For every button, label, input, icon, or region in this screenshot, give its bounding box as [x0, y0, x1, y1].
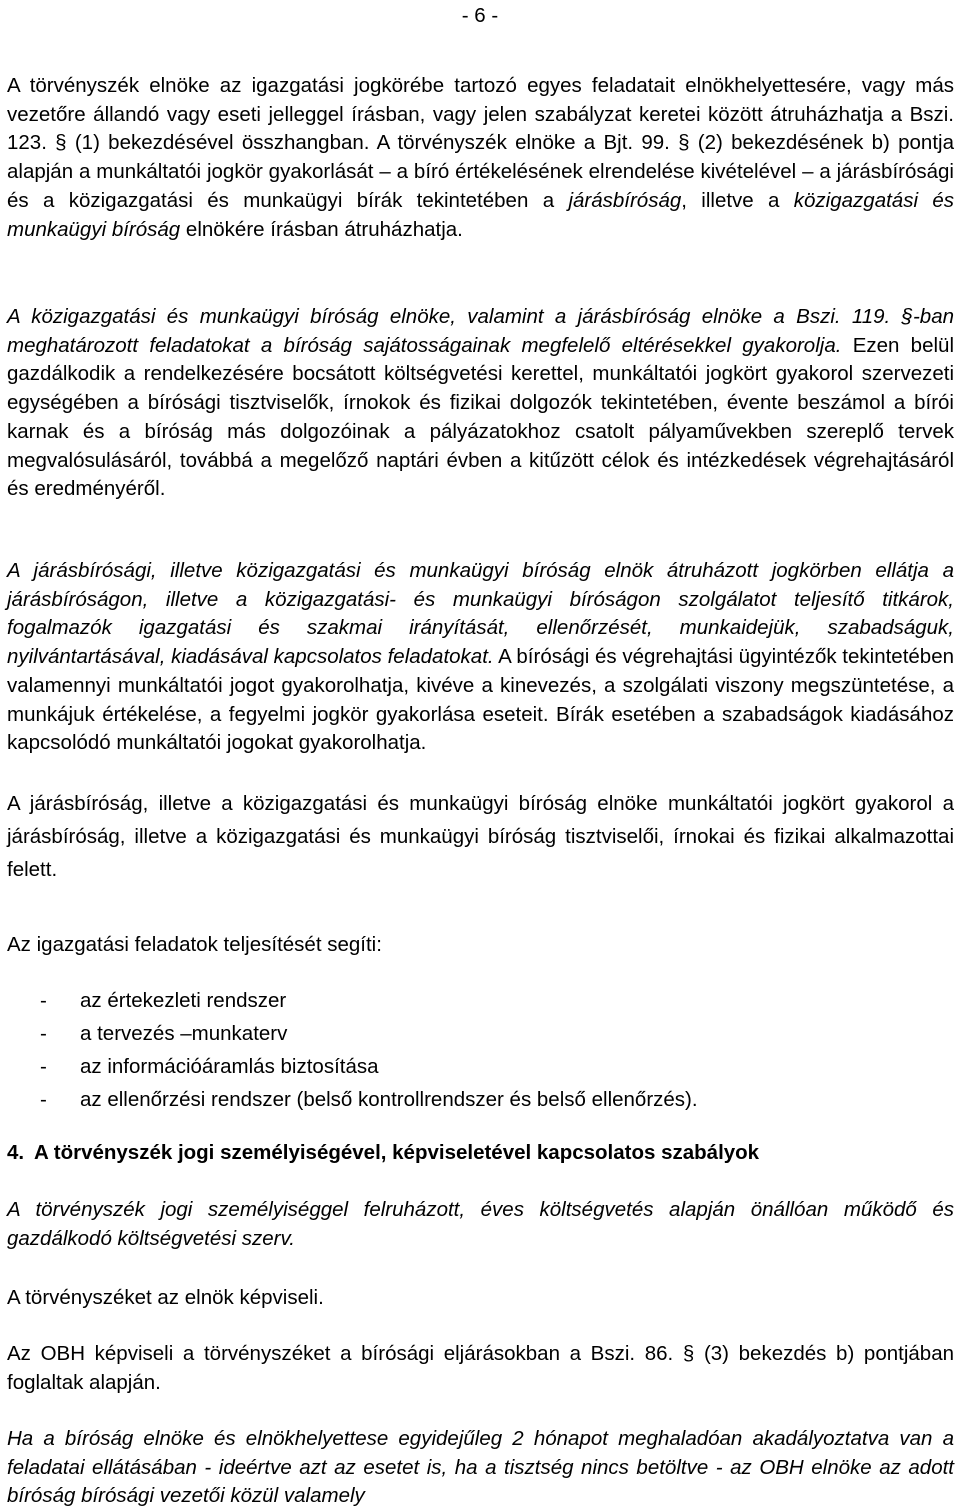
list-item	[40, 1086, 698, 1115]
paragraph-5-text: Az igazgatási feladatok teljesítését segíti:	[7, 933, 382, 956]
section-title: A törvényszék jogi személyiségével, képviseletével kapcsolatos szabályok	[34, 1141, 760, 1164]
list-item-text: az információáramlás biztosítása	[80, 1055, 379, 1078]
paragraph-1-italic-2: közigazgatási és munkaügyi bíróság	[7, 188, 954, 241]
paragraph-1-text-3: elnökére írásban átruházhatja.	[180, 217, 463, 241]
list-dash: -	[40, 1055, 47, 1078]
paragraph-3-text: A bírósági és végrehajtási ügyintézők tekintetében valamennyi munkáltatói jogot gyakorolhatja, kivéve a kinevezés, a szolgálati viszony megszüntetése, a munkájuk értékelése, a fegyelmi jogkör gyakorlása eseteit. Bírák esetében a szabadságok kiadásához kapcsolódó munkáltatói jogokat gyakorolhatja.	[7, 645, 955, 755]
paragraph-1-italic-1: járásbíróság	[568, 188, 682, 212]
list-dash: -	[40, 1022, 47, 1045]
paragraph-4	[7, 787, 954, 886]
paragraph-3-italic: A járásbírósági, illetve közigazgatási és munkaügyi bíróság elnök átruházott jogkörben ellátja a járásbíróságon, illetve a közigazgatási- és munkaügyi bíróságon szolgálatot teljesítő titkárok, fogalmazók igazgatási és szakmai irányítását, ellenőrzését, munkaidejük, szabadságuk, nyilvántartásával, kiadásával kapcsolatos feladatokat.	[7, 559, 954, 669]
section-number: 4.	[7, 1141, 25, 1164]
paragraph-3	[7, 557, 954, 758]
paragraph-9	[7, 1425, 954, 1511]
list-item-text: a tervezés –munkaterv	[80, 1022, 288, 1045]
list-dash: -	[40, 1088, 47, 1111]
list-item	[40, 987, 286, 1016]
paragraph-1-text-2: , illetve a	[681, 188, 794, 212]
section-heading	[7, 1139, 759, 1168]
paragraph-8-text: Az OBH képviseli a törvényszéket a bírósági eljárásokban a Bszi. 86. § (3) bekezdés b) pontjában foglaltak alapján.	[7, 1342, 954, 1394]
paragraph-9-text: Ha a bíróság elnöke és elnökhelyettese egyidejűleg 2 hónapot meghaladóan akadályoztatva van a feladatai ellátásában - ideértve azt az esetet is, ha a tisztség nincs betöltve - az OBH elnöke az adott bíróság bírósági vezetői közül valamely	[7, 1427, 954, 1508]
paragraph-7	[7, 1284, 954, 1313]
paragraph-4-text: A járásbíróság, illetve a közigazgatási és munkaügyi bíróság elnöke munkáltatói jogkört gyakorol a járásbíróság, illetve a közigazgatási és munkaügyi bíróság tisztviselői, írnokai és fizikai alkalmazottai felett.	[7, 792, 954, 881]
paragraph-1	[7, 72, 954, 244]
list-item	[40, 1020, 287, 1049]
list-item	[40, 1053, 379, 1082]
paragraph-6	[7, 1196, 954, 1253]
paragraph-6-text: A törvényszék jogi személyiséggel felruházott, éves költségvetés alapján önállóan működő és gazdálkodó költségvetési szerv.	[7, 1198, 954, 1250]
paragraph-5	[7, 931, 954, 960]
list-item-text: az ellenőrzési rendszer (belső kontrollrendszer és belső ellenőrzés).	[80, 1088, 698, 1111]
list-item-text: az értekezleti rendszer	[80, 989, 287, 1012]
list-dash: -	[40, 989, 47, 1012]
paragraph-2-text: Ezen belül gazdálkodik a rendelkezésére bocsátott költségvetési kerettel, munkáltatói jogkört gyakorol szervezeti egységében a bírósági tisztviselők, írnokok és fizikai dolgozók tekintetében, évente beszámol a bírói karnak és a bíróság más dolgozóinak a pályázatokhoz csatolt pályaművekben szereplő tervek megvalósulásáról, továbbá a megelőző naptári évben a kitűzött célok és intézkedések végrehajtásáról és eredményéről.	[7, 333, 954, 501]
paragraph-1-text: A törvényszék elnöke az igazgatási jogkörébe tartozó egyes feladatait elnökhelyettesére, vagy más vezetőre állandó vagy eseti jelleggel írásban, vagy jelen szabályzat keretei között átruházhatja a Bszi. 123. § (1) bekezdésével összhangban. A törvényszék elnöke a Bjt. 99. § (2) bekezdésének b) pontja alapján a munkáltatói jogkör gyakorlását – a bíró értékelésének elrendelése kivételével – a járásbírósági és a közigazgatási és munkaügyi bírák tekintetében a	[7, 74, 954, 212]
paragraph-2	[7, 303, 954, 504]
paragraph-8	[7, 1340, 954, 1397]
page-number: - 6 -	[461, 4, 499, 27]
paragraph-7-text: A törvényszéket az elnök képviseli.	[7, 1286, 324, 1309]
paragraph-2-italic: A közigazgatási és munkaügyi bíróság elnöke, valamint a járásbíróság elnöke a Bszi. 119. §-ban meghatározott feladatokat a bíróság sajátosságainak megfelelő eltérésekkel gyakorolja.	[7, 305, 954, 357]
